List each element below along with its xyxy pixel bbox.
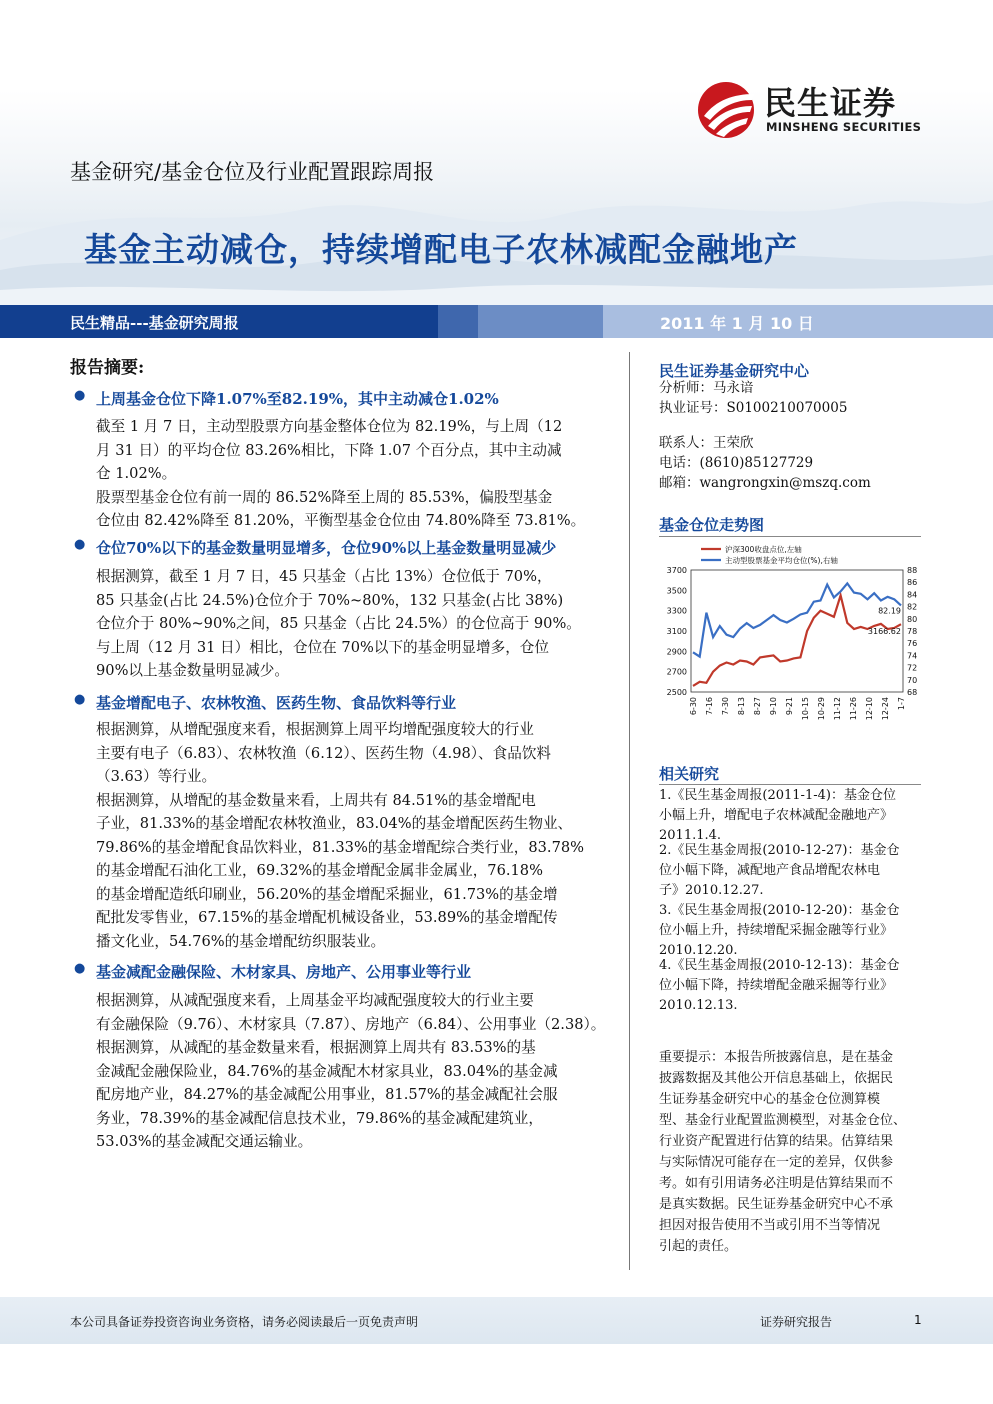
- summary-paragraph-2: 根据测算，截至 1 月 7 日，45 只基金（占比 13%）仓位低于 70%， 85 只基金(占比 24.5%)仓位介于 70%~80%，132 只基金(占比 38%) 仓位介于 80%~90%之间，85 只基金（占比 24.5%）的仓位高于 90%。 与上周（12 月 31 日）相比，仓位在 70%以下的基金明显增多，仓位 90%以上基金数量明显减少。: [96, 568, 581, 679]
- summary-paragraph-1: 截至 1 月 7 日，主动型股票方向基金整体仓位为 82.19%，与上周（12 月 31 日）的平均仓位 83.26%相比，下降 1.07 个百分点，其中主动减 仓 1.02%。 股票型基金仓位有前一周的 86.52%降至上周的 85.53%，偏股型基金 仓位由 82.42%降至 81.20%，平衡型基金仓位由 74.80%降至 73.81%。: [96, 418, 586, 529]
- left-tick-label: 3300: [666, 606, 687, 616]
- right-tick-label: 74: [907, 651, 918, 661]
- mountain-decoration: [0, 120, 993, 310]
- x-tick-label: 8-13: [737, 697, 746, 716]
- column-divider: [629, 352, 630, 1270]
- right-tick-label: 68: [907, 688, 918, 697]
- footer-disclaimer: 本公司具备证券投资咨询业务资格，请务必阅读最后一页免责声明: [70, 1315, 419, 1329]
- contact-phone: 电话：(8610)85127729: [659, 455, 814, 471]
- summary-paragraph-4: 根据测算，从减配强度来看，上周基金平均减配强度较大的行业主要 有金融保险（9.76）、木材家具（7.87）、房地产（6.84）、公用事业（2.38）。 根据测算，从减配的基金数量来看，根据测算上周共有 83.53%的基 金减配金融保险业，84.76%的基金减配木材家具业，83.04%的基金减 配房地产业，84.27%的基金减配公用事业，81.57%的基金减配社会服 务业，78.39%的基金减配信息技术业，79.86%的基金减配建筑业， 53.03%的基金减配交通运输业。: [96, 992, 606, 1150]
- right-tick-label: 88: [907, 566, 918, 575]
- related-item[interactable]: 3.《民生基金周报(2010-12-20)：基金仓 位小幅上升，持续增配采掘金融等行业》 2010.12.20.: [659, 903, 900, 958]
- related-item[interactable]: 2.《民生基金周报(2010-12-27)：基金仓 位小幅下降，减配地产食品增配农林电 子》2010.12.27.: [659, 843, 900, 898]
- page-number: 1: [914, 1313, 922, 1327]
- related-section-title: 相关研究: [659, 765, 720, 783]
- left-tick-label: 3500: [666, 586, 687, 596]
- x-tick-label: 12-24: [881, 697, 890, 721]
- summary-bullet-2: ● 仓位70%以下的基金数量明显增多，仓位90%以上基金数量明显减少: [96, 537, 556, 558]
- right-tick-label: 72: [907, 663, 918, 673]
- chart-section-rule: [659, 536, 921, 537]
- chart-axes: [667, 566, 918, 720]
- x-tick-label: 10-15: [801, 697, 810, 721]
- series-line-0: [693, 595, 901, 686]
- right-tick-label: 76: [907, 639, 918, 649]
- band-series-label: 民生精品---基金研究周报: [70, 314, 239, 332]
- right-tick-label: 70: [907, 675, 918, 685]
- summary-bullet-4: ● 基金减配金融保险、木材家具、房地产、公用事业等行业: [96, 961, 471, 982]
- x-tick-label: 10-29: [817, 697, 826, 721]
- fund-position-chart: [657, 540, 923, 750]
- x-tick-label: 12-10: [865, 697, 874, 721]
- important-notice: 重要提示：本报告所披露信息，是在基金 披露数据及其他公开信息基础上，依据民 生证券基金研究中心的基金仓位测算模 型、基金行业配置监测模型，对基金仓位、 行业资产配置进行估算的结果。估算结果 与实际情况可能存在一定的差异，仅供参 考。如有引用请务必注明是估算结果而不 是真实数据。民生证券基金研究中心不承 担因对报告使用不当或引用不当等情况 引起的责任。: [659, 1050, 907, 1254]
- x-tick-label: 11-12: [833, 697, 842, 721]
- related-item[interactable]: 4.《民生基金周报(2010-12-13)：基金仓 位小幅下降，持续增配金融采掘等行业》 2010.12.13.: [659, 958, 900, 1013]
- annotation-position-label: 82.19: [878, 606, 901, 616]
- related-section-rule: [659, 784, 921, 785]
- logo-text-cn: 民生证券: [764, 84, 897, 122]
- chart-section-title: 基金仓位走势图: [659, 516, 765, 534]
- right-tick-label: 86: [907, 578, 918, 588]
- annotation-index-label: 3166.62: [867, 627, 901, 637]
- series-title: 基金研究/基金仓位及行业配置跟踪周报: [70, 160, 435, 184]
- logo-text-en: MINSHENG SECURITIES: [766, 120, 922, 134]
- right-tick-label: 82: [907, 602, 918, 612]
- right-tick-label: 84: [907, 590, 918, 600]
- chart-legend: [701, 544, 838, 565]
- x-tick-label: 9-10: [769, 697, 778, 716]
- contact-email: 邮箱：wangrongxin@mszq.com: [659, 475, 871, 491]
- analyst-name: 分析师：马永谙: [659, 380, 754, 396]
- summary-bullet-3: ● 基金增配电子、农林牧渔、医药生物、食品饮料等行业: [96, 692, 456, 713]
- x-tick-label: 9-21: [785, 697, 794, 716]
- left-tick-label: 2500: [666, 688, 687, 697]
- x-tick-label: 6-30: [689, 697, 698, 716]
- footer-report-type: 证券研究报告: [760, 1315, 833, 1329]
- band-segment: [478, 305, 603, 338]
- left-tick-label: 2700: [666, 667, 687, 677]
- x-tick-label: 7-16: [705, 697, 714, 716]
- x-tick-label: 11-26: [849, 697, 858, 721]
- analyst-cert: 执业证号：S0100210070005: [659, 400, 848, 416]
- contact-name: 联系人：王荣欣: [659, 435, 754, 451]
- left-tick-label: 2900: [666, 647, 687, 657]
- x-tick-label: 1-7: [897, 697, 906, 711]
- series-line-1: [693, 583, 901, 656]
- minsheng-logo-icon: [696, 80, 758, 140]
- summary-paragraph-3: 根据测算，从增配强度来看，根据测算上周平均增配强度较大的行业 主要有电子（6.83）、农林牧渔（6.12）、医药生物（4.98）、食品饮料 （3.63）等行业。 根据测算，从增配的基金数量来看，上周共有 84.51%的基金增配电 子业，81.33%的基金增配农林牧渔业，83.04%的基金增配医药生物业、 79.86%的基金增配食品饮料业，81.33%的基金增配综合类行业，83.78% 的基金增配石油化工业，69.32%的基金增配金属非金属业，76.18% 的基金增配造纸印刷业，56.20%的基金增配采掘业，61.73%的基金增 配批发零售业，67.15%的基金增配机械设备业，53.89%的基金增配传 播文化业，54.76%的基金增配纺织服装业。: [96, 721, 585, 950]
- x-tick-label: 7-30: [721, 697, 730, 716]
- research-center-title: 民生证券基金研究中心: [659, 362, 810, 380]
- summary-bullet-1: ● 上周基金仓位下降1.07%至82.19%，其中主动减仓1.02%: [96, 388, 499, 409]
- legend-label-0: 沪深300收盘点位,左轴: [725, 545, 802, 554]
- related-item[interactable]: 1.《民生基金周报(2011-1-4)：基金仓位 小幅上升，增配电子农林减配金融地产》 2011.1.4.: [659, 788, 896, 843]
- x-tick-label: 8-27: [753, 697, 762, 716]
- band-segment: [438, 305, 478, 338]
- left-tick-label: 3700: [666, 566, 687, 575]
- legend-label-1: 主动型股票基金平均仓位(%),右轴: [725, 556, 838, 565]
- report-date: 2011 年 1 月 10 日: [660, 314, 814, 333]
- summary-title: 报告摘要:: [70, 358, 145, 378]
- main-title: 基金主动减仓，持续增配电子农林减配金融地产: [84, 230, 798, 269]
- chart-lines: [693, 583, 901, 686]
- right-tick-label: 78: [907, 627, 918, 636]
- right-tick-label: 80: [907, 614, 918, 624]
- left-tick-label: 3100: [666, 627, 687, 636]
